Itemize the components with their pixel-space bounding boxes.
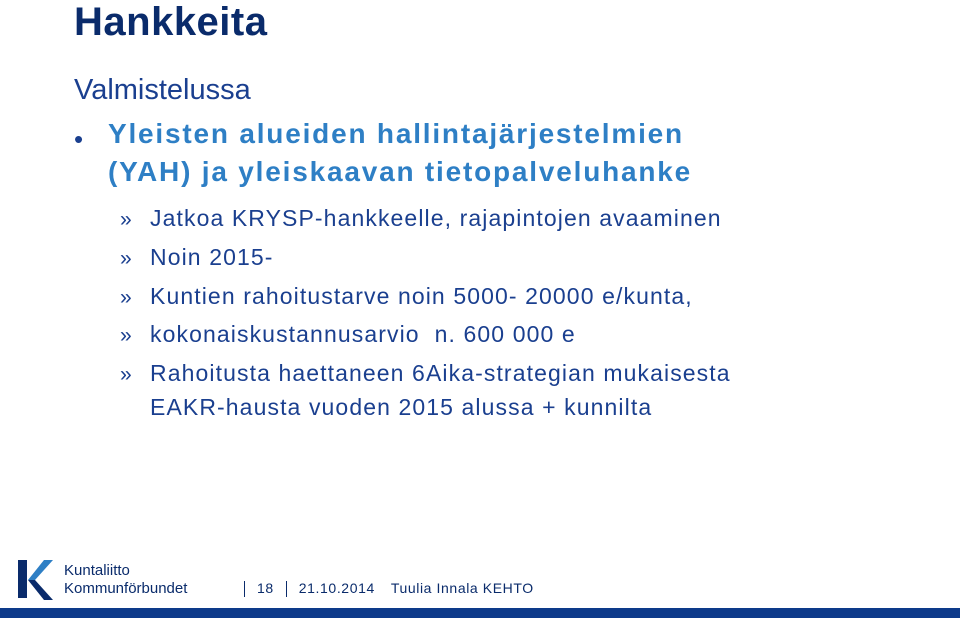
- subitem-2-text: Noin 2015-: [150, 244, 274, 270]
- subitem-5-text: Rahoitusta haettaneen 6Aika-strategian mukaisesta: [150, 360, 731, 386]
- chevron-marker-icon: »: [120, 324, 133, 347]
- subitem-5: [120, 357, 731, 423]
- bullet-line-2: (YAH) ja yleiskaavan tietopalveluhanke: [108, 156, 693, 187]
- kuntaliitto-k-icon: [14, 556, 54, 602]
- subitem-3: [120, 280, 693, 314]
- slide-subtitle: Valmistelussa: [74, 74, 251, 106]
- footer-separator: [244, 581, 245, 597]
- chevron-marker-icon: »: [120, 247, 133, 270]
- subitem-2: [120, 241, 274, 275]
- chevron-marker-icon: »: [120, 208, 133, 231]
- logo-text-line2: Kommunförbundet: [64, 580, 188, 597]
- page-number: 18: [257, 580, 274, 596]
- footer-author: Tuulia Innala KEHTO: [390, 580, 534, 596]
- chevron-marker-icon: »: [120, 286, 133, 309]
- footer-date: 21.10.2014: [298, 580, 375, 596]
- chevron-marker-icon: »: [120, 363, 133, 386]
- slide-title: Hankkeita: [74, 0, 268, 44]
- footer-separator: [286, 581, 287, 597]
- subitem-4-text: kokonaiskustannusarvio n. 600 000 e: [150, 321, 576, 347]
- subitem-4: [120, 318, 576, 352]
- subitem-5-continuation: EAKR-hausta vuoden 2015 alussa + kunnilta: [150, 394, 653, 420]
- subitem-3-text: Kuntien rahoitustarve noin 5000- 20000 e/kunta,: [150, 283, 693, 309]
- subitem-1: [120, 202, 722, 236]
- footer-meta: [232, 580, 534, 597]
- footer-bar: [0, 608, 960, 618]
- bullet-dot-icon: •: [74, 124, 84, 154]
- kuntaliitto-logo: [14, 556, 214, 602]
- bullet-line-1: Yleisten alueiden hallintajärjestelmien: [108, 118, 684, 149]
- subitem-1-text: Jatkoa KRYSP-hankkeelle, rajapintojen avaaminen: [150, 205, 722, 231]
- logo-text-line1: Kuntaliitto: [64, 562, 130, 579]
